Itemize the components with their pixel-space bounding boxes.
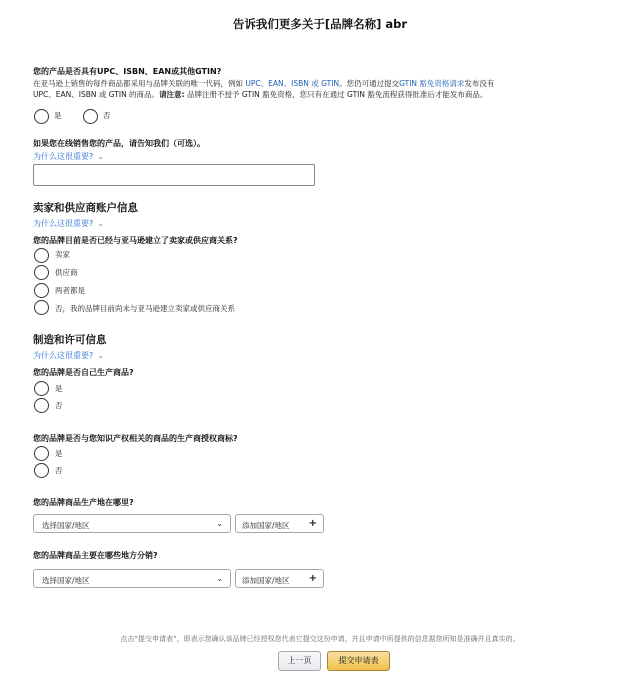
self-manufacture-no-radio[interactable] xyxy=(34,398,49,413)
license-yes-label: 是 xyxy=(55,449,63,458)
seller-label: 卖家 xyxy=(55,250,70,259)
production-location-question: 您的品牌商品生产地在哪里? xyxy=(33,498,134,507)
license-question: 您的品牌是否与您知识产权相关的商品的生产商授权商标? xyxy=(33,434,238,443)
add-production-country-button[interactable] xyxy=(235,514,324,533)
both-radio[interactable] xyxy=(34,283,49,298)
online-sales-input[interactable] xyxy=(33,164,315,186)
distribution-question: 您的品牌商品主要在哪些地方分销? xyxy=(33,551,158,560)
why-important-link[interactable] xyxy=(33,218,104,229)
why-important-text: 为什么这很重要? xyxy=(33,152,94,161)
gtin-exemption-link[interactable]: GTIN 豁免资格请求 xyxy=(399,79,465,88)
seller-vendor-heading: 卖家和供应商账户信息 xyxy=(33,202,138,214)
production-country-select[interactable] xyxy=(33,514,231,533)
gtin-desc-text: 品牌注册不授予 GTIN 豁免资格，您只有在通过 GTIN 豁免流程获得批准后才能发布商品。 xyxy=(184,90,488,99)
license-yes-radio[interactable] xyxy=(34,446,49,461)
previous-page-button[interactable]: 上一页 xyxy=(278,651,321,671)
chevron-down-icon: ⌄ xyxy=(97,152,104,161)
gtin-yes-label: 是 xyxy=(54,111,62,120)
distribution-country-select-value: 选择国家/地区 xyxy=(42,576,90,585)
submission-disclaimer: 点击“提交申请表”，即表示您确认该品牌已经授权您代表它提交这份申请，并且申请中所提供的信息据您所知是准确并且真实的。 xyxy=(120,635,520,643)
chevron-down-icon: ⌄ xyxy=(97,219,104,228)
seller-radio[interactable] xyxy=(34,248,49,263)
gtin-yes-radio[interactable] xyxy=(34,109,49,124)
gtin-desc-text: 发布没有 xyxy=(464,79,495,88)
vendor-radio[interactable] xyxy=(34,265,49,280)
self-manufacture-yes-radio[interactable] xyxy=(34,381,49,396)
no-relationship-radio[interactable] xyxy=(34,300,49,315)
license-no-label: 否 xyxy=(55,466,63,475)
page-title: 告诉我们更多关于[品牌名称] abr xyxy=(232,17,408,31)
add-distribution-country-button[interactable] xyxy=(235,569,324,588)
manufacturing-heading: 制造和许可信息 xyxy=(33,334,107,346)
chevron-down-icon: ⌄ xyxy=(216,574,223,583)
vendor-label: 供应商 xyxy=(55,268,78,277)
gtin-codes-link[interactable]: UPC、EAN、ISBN 或 GTIN xyxy=(245,79,340,88)
why-important-text: 为什么这很重要? xyxy=(33,351,94,360)
both-label: 两者都是 xyxy=(55,286,85,295)
self-manufacture-yes-label: 是 xyxy=(55,384,63,393)
add-country-label: 添加国家/地区 xyxy=(242,521,290,530)
chevron-down-icon: ⌄ xyxy=(97,351,104,360)
gtin-desc-text: UPC、EAN、ISBN 或 GTIN 的商品。 xyxy=(33,90,160,99)
why-important-link[interactable] xyxy=(33,151,104,162)
seller-vendor-question: 您的品牌目前是否已经与亚马逊建立了卖家或供应商关系? xyxy=(33,236,238,245)
gtin-note-label: 请注意: xyxy=(159,90,185,99)
why-important-link[interactable] xyxy=(33,350,104,361)
gtin-question: 您的产品是否具有UPC、ISBN、EAN或其他GTIN? xyxy=(33,67,222,76)
plus-icon: + xyxy=(308,518,317,529)
gtin-desc-text: 在亚马逊上销售的每件商品都采用与品牌关联的唯一代码，例如 xyxy=(33,79,246,88)
gtin-no-label: 否 xyxy=(103,111,111,120)
no-relationship-label: 否，我的品牌目前尚未与亚马逊建立卖家或供应商关系 xyxy=(55,304,235,313)
license-no-radio[interactable] xyxy=(34,463,49,478)
add-country-label: 添加国家/地区 xyxy=(242,576,290,585)
online-sales-question: 如果您在线销售您的产品，请告知我们（可选）。 xyxy=(33,139,205,148)
self-manufacture-question: 您的品牌是否自己生产商品? xyxy=(33,368,134,377)
gtin-desc-text: 。您仍可通过提交 xyxy=(339,79,400,88)
production-country-select-value: 选择国家/地区 xyxy=(42,521,90,530)
plus-icon: + xyxy=(308,573,317,584)
submit-application-button[interactable]: 提交申请表 xyxy=(327,651,390,671)
distribution-country-select[interactable] xyxy=(33,569,231,588)
gtin-no-radio[interactable] xyxy=(83,109,98,124)
gtin-description xyxy=(33,78,623,100)
self-manufacture-no-label: 否 xyxy=(55,401,63,410)
chevron-down-icon: ⌄ xyxy=(216,519,223,528)
why-important-text: 为什么这很重要? xyxy=(33,219,94,228)
